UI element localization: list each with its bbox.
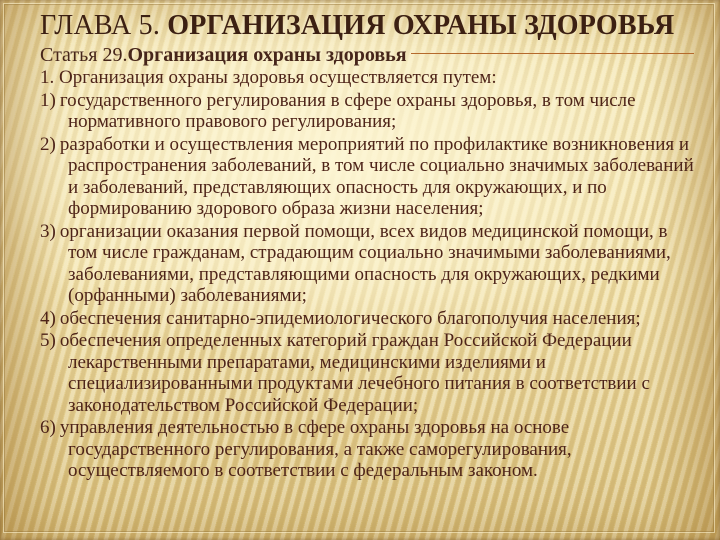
slide-content [40, 11, 694, 482]
list-item-number: 5) [40, 330, 56, 351]
article-intro: 1. Организация охраны здоровья осуществляется путем: [40, 67, 497, 88]
list-item-text: управления деятельностью в сфере охраны здоровья на основе государственного регулирования, а также саморегулирования, осуществляемого в соответствии с федеральным законом. [59, 417, 572, 481]
article-item-list [40, 90, 694, 482]
slide-title [40, 11, 694, 41]
heading-rule-line [411, 53, 694, 54]
list-item [40, 90, 694, 133]
list-item [40, 417, 694, 482]
slide-title-chapter: ГЛАВА 5. [40, 10, 168, 41]
article-number: Статья 29. [40, 44, 128, 66]
article-title: Организация охраны здоровья [127, 44, 407, 66]
list-item-number: 4) [40, 307, 56, 329]
list-item-number: 1) [40, 89, 56, 111]
list-item [40, 134, 694, 220]
list-item-number: 6) [40, 417, 56, 438]
list-item-number: 3) [40, 220, 56, 242]
article-heading-row [40, 44, 694, 66]
list-item [40, 308, 694, 330]
list-item-text: обеспечения санитарно-эпидемиологического благополучия населения; [59, 307, 641, 329]
list-item-text: обеспечения определенных категорий граждан Российской Федерации лекарственными препаратами, медицинскими изделиями и специализированными продуктами лечебного питания в соответствии с законодательством Российской Федерации; [59, 330, 650, 416]
slide-title-subject: ОРГАНИЗАЦИЯ ОХРАНЫ ЗДОРОВЬЯ [167, 10, 675, 41]
list-item [40, 330, 694, 416]
list-item [40, 221, 694, 307]
list-item-number: 2) [40, 133, 56, 155]
list-item-text: разработки и осуществления мероприятий по профилактике возникновения и распространения заболеваний, в том числе социально значимых заболеваний и заболеваний, представляющих опасность для окружающих, и по формированию здорового образа жизни населения; [59, 133, 694, 219]
list-item-text: государственного регулирования в сфере охраны здоровья, в том числе нормативного правового регулирования; [59, 89, 636, 132]
list-item-text: организации оказания первой помощи, всех видов медицинской помощи, в том числе гражданам, страдающим социально значимыми заболеваниями, заболеваниями, представляющими опасность для окружающих, редкими (орфанными) заболеваниями; [59, 220, 671, 306]
